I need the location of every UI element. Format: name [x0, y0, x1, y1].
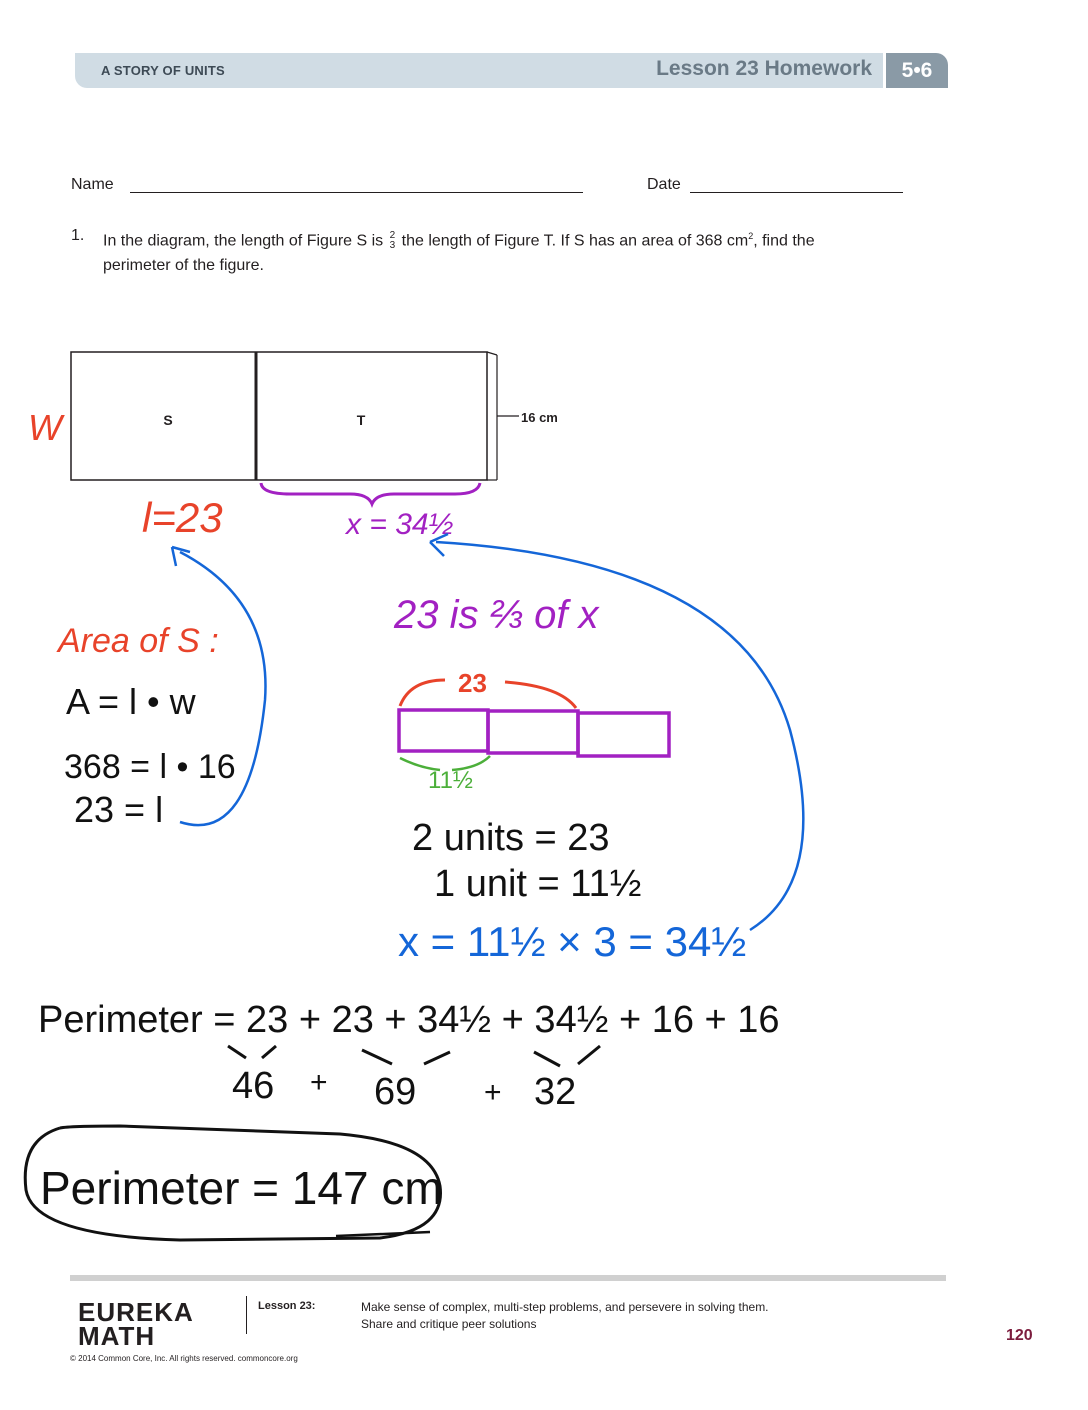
problem-text: In the diagram, the length of Figure S is 2 3 the length of Figure T. If S has an area of 368 $cm^2$, find the [103, 230, 815, 252]
problem-text-a: In the diagram, the length of Figure S is [103, 232, 384, 250]
hand-x-eq: x = 34½ [346, 508, 454, 541]
hand-final-answer: Perimeter = 147 cm [40, 1162, 443, 1214]
hand-units-line2: 1 unit = 11½ [434, 863, 642, 905]
hand-area-line3: 23 = l [74, 789, 164, 830]
hand-area-heading: Area of S : [58, 622, 219, 660]
fraction-two-thirds: 2 3 [389, 230, 396, 252]
hand-sum-46: 46 [232, 1065, 275, 1107]
hand-w: W [28, 407, 62, 448]
hand-l-eq: l=23 [142, 494, 223, 541]
hand-ratio: 23 is ⅔ of x [394, 593, 599, 637]
hand-area-line1: A = l • w [66, 681, 196, 722]
hand-plus-2: + [484, 1076, 502, 1109]
name-label: Name [71, 176, 114, 193]
problem-text-b: the length of Figure T. If S has an area of 368 cm [401, 232, 749, 250]
brace-under-t [261, 483, 480, 504]
footer-lesson-label: Lesson 23: [258, 1300, 316, 1312]
tape-diagram [399, 710, 669, 756]
label-s: S [163, 412, 173, 428]
lesson-title: Lesson 23 Homework [656, 57, 872, 80]
footer-divider [246, 1296, 247, 1334]
hand-area-line2: 368 = l • 16 [64, 748, 236, 786]
footer-description: Make sense of complex, multi-step problems, and persevere in solving them. Share and critique peer solutions [361, 1300, 769, 1331]
problem-text-line2: perimeter of the figure. [103, 257, 264, 274]
page-number: 120 [1006, 1327, 1033, 1344]
figure-st-diagram [71, 352, 519, 480]
width-label: 16 cm [521, 410, 558, 425]
tape-top-brace [400, 680, 576, 708]
tape-bottom-label: 11½ [428, 767, 473, 794]
copyright: © 2014 Common Core, Inc. All rights reserved. commoncore.org [70, 1354, 298, 1363]
hand-plus-1: + [310, 1066, 328, 1099]
series-title: A STORY OF UNITS [101, 63, 225, 78]
footer-rule [70, 1275, 946, 1281]
hand-units-line1: 2 units = 23 [412, 817, 610, 859]
hand-sum-32: 32 [534, 1071, 577, 1113]
eureka-math-logo: EUREKA MATH [78, 1297, 194, 1351]
label-t: T [356, 412, 366, 428]
hand-perimeter-line: Perimeter = 23 + 23 + 34½ + 34½ + 16 + 16 [38, 999, 780, 1041]
tape-top-label: 23 [458, 668, 487, 698]
problem-number: 1. [71, 227, 85, 244]
hand-x-line: x = 11½ × 3 = 34½ [398, 918, 747, 965]
grouping-marks [228, 1046, 600, 1066]
date-label: Date [647, 176, 681, 193]
grade-module-badge: 5•6 [886, 53, 948, 88]
hand-sum-69: 69 [374, 1071, 417, 1113]
